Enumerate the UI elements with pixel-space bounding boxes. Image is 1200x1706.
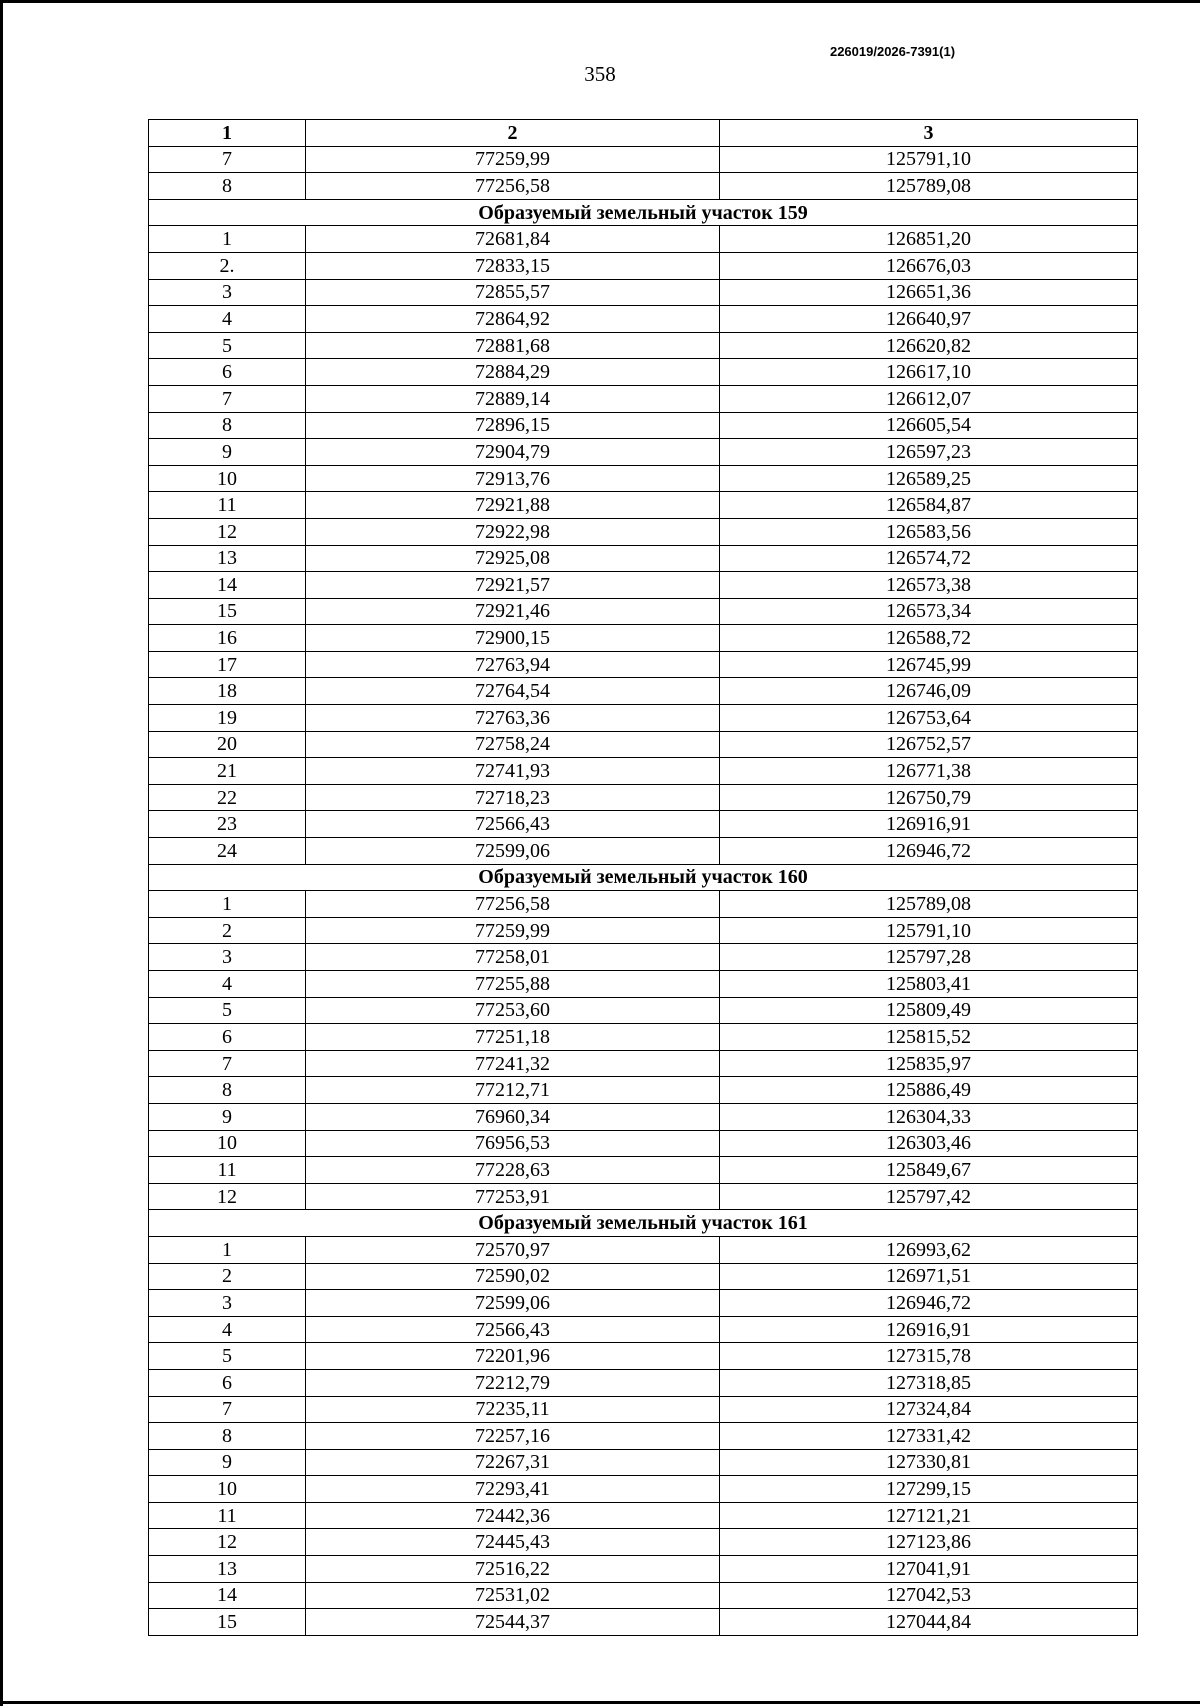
cell-coordinate-x: 77256,58 xyxy=(306,891,720,918)
cell-coordinate-y: 126676,03 xyxy=(720,252,1138,279)
cell-point-number: 3 xyxy=(149,944,306,971)
cell-point-number: 12 xyxy=(149,1183,306,1210)
table-row xyxy=(149,997,1138,1024)
page-border-top xyxy=(0,0,1200,3)
cell-coordinate-x: 72267,31 xyxy=(306,1449,720,1476)
cell-coordinate-x: 72516,22 xyxy=(306,1556,720,1583)
table-row xyxy=(149,811,1138,838)
cell-point-number: 19 xyxy=(149,705,306,732)
cell-point-number: 13 xyxy=(149,1556,306,1583)
cell-coordinate-y: 127121,21 xyxy=(720,1502,1138,1529)
cell-point-number: 5 xyxy=(149,332,306,359)
page-border-left xyxy=(0,0,3,1706)
section-title: Образуемый земельный участок 161 xyxy=(149,1210,1138,1237)
cell-point-number: 6 xyxy=(149,1369,306,1396)
cell-coordinate-x: 72889,14 xyxy=(306,385,720,412)
table-row xyxy=(149,944,1138,971)
cell-coordinate-y: 126971,51 xyxy=(720,1263,1138,1290)
cell-point-number: 7 xyxy=(149,385,306,412)
column-header-point: 1 xyxy=(149,120,306,147)
cell-coordinate-y: 127044,84 xyxy=(720,1609,1138,1636)
cell-point-number: 11 xyxy=(149,492,306,519)
table-row xyxy=(149,784,1138,811)
cell-point-number: 10 xyxy=(149,465,306,492)
cell-coordinate-y: 127123,86 xyxy=(720,1529,1138,1556)
cell-point-number: 4 xyxy=(149,306,306,333)
cell-coordinate-x: 72833,15 xyxy=(306,252,720,279)
cell-coordinate-x: 72681,84 xyxy=(306,226,720,253)
table-row xyxy=(149,1476,1138,1503)
table-row xyxy=(149,838,1138,865)
cell-coordinate-y: 125815,52 xyxy=(720,1024,1138,1051)
cell-coordinate-y: 125797,28 xyxy=(720,944,1138,971)
table-row xyxy=(149,651,1138,678)
cell-point-number: 8 xyxy=(149,173,306,200)
cell-coordinate-x: 77228,63 xyxy=(306,1157,720,1184)
table-row xyxy=(149,678,1138,705)
cell-coordinate-y: 126612,07 xyxy=(720,385,1138,412)
table-row xyxy=(149,1290,1138,1317)
cell-coordinate-y: 125791,10 xyxy=(720,146,1138,173)
table-row xyxy=(149,1077,1138,1104)
cell-point-number: 7 xyxy=(149,146,306,173)
table-row xyxy=(149,1609,1138,1636)
cell-point-number: 8 xyxy=(149,412,306,439)
cell-coordinate-y: 125797,42 xyxy=(720,1183,1138,1210)
cell-coordinate-y: 126573,34 xyxy=(720,598,1138,625)
cell-coordinate-y: 126745,99 xyxy=(720,651,1138,678)
cell-coordinate-x: 72764,54 xyxy=(306,678,720,705)
table-row xyxy=(149,412,1138,439)
cell-coordinate-y: 126640,97 xyxy=(720,306,1138,333)
cell-coordinate-x: 77253,60 xyxy=(306,997,720,1024)
cell-coordinate-y: 126574,72 xyxy=(720,545,1138,572)
cell-point-number: 22 xyxy=(149,784,306,811)
cell-coordinate-y: 126597,23 xyxy=(720,439,1138,466)
coordinates-table xyxy=(148,119,1138,1636)
cell-coordinate-x: 77258,01 xyxy=(306,944,720,971)
cell-coordinate-y: 126752,57 xyxy=(720,731,1138,758)
table-row xyxy=(149,146,1138,173)
cell-coordinate-y: 127324,84 xyxy=(720,1396,1138,1423)
cell-coordinate-x: 72921,88 xyxy=(306,492,720,519)
cell-coordinate-y: 125789,08 xyxy=(720,173,1138,200)
table-row xyxy=(149,1316,1138,1343)
table-row xyxy=(149,439,1138,466)
cell-point-number: 14 xyxy=(149,1582,306,1609)
cell-coordinate-y: 126303,46 xyxy=(720,1130,1138,1157)
cell-point-number: 12 xyxy=(149,518,306,545)
cell-coordinate-x: 72896,15 xyxy=(306,412,720,439)
cell-coordinate-x: 72884,29 xyxy=(306,359,720,386)
cell-coordinate-y: 127315,78 xyxy=(720,1343,1138,1370)
cell-coordinate-y: 126605,54 xyxy=(720,412,1138,439)
cell-point-number: 5 xyxy=(149,1343,306,1370)
cell-coordinate-x: 72257,16 xyxy=(306,1423,720,1450)
table-row xyxy=(149,1529,1138,1556)
cell-coordinate-y: 127330,81 xyxy=(720,1449,1138,1476)
page-border-bottom xyxy=(0,1701,1200,1704)
cell-point-number: 2 xyxy=(149,917,306,944)
cell-point-number: 9 xyxy=(149,1449,306,1476)
cell-coordinate-y: 126589,25 xyxy=(720,465,1138,492)
table-row xyxy=(149,1502,1138,1529)
table-row xyxy=(149,1449,1138,1476)
table-row xyxy=(149,1183,1138,1210)
cell-coordinate-y: 126746,09 xyxy=(720,678,1138,705)
table-row xyxy=(149,306,1138,333)
cell-coordinate-y: 126651,36 xyxy=(720,279,1138,306)
cell-coordinate-x: 77253,91 xyxy=(306,1183,720,1210)
cell-coordinate-y: 126750,79 xyxy=(720,784,1138,811)
cell-coordinate-x: 72201,96 xyxy=(306,1343,720,1370)
table-row xyxy=(149,731,1138,758)
cell-point-number: 3 xyxy=(149,279,306,306)
cell-point-number: 6 xyxy=(149,359,306,386)
cell-coordinate-x: 72881,68 xyxy=(306,332,720,359)
table-row xyxy=(149,1343,1138,1370)
table-row xyxy=(149,1263,1138,1290)
cell-point-number: 17 xyxy=(149,651,306,678)
cell-coordinate-x: 72741,93 xyxy=(306,758,720,785)
table-row xyxy=(149,758,1138,785)
cell-coordinate-y: 126993,62 xyxy=(720,1236,1138,1263)
cell-point-number: 9 xyxy=(149,1103,306,1130)
cell-point-number: 1 xyxy=(149,891,306,918)
cell-coordinate-y: 127042,53 xyxy=(720,1582,1138,1609)
page-number: 358 xyxy=(584,62,616,86)
column-header-y: 3 xyxy=(720,120,1138,147)
cell-point-number: 2. xyxy=(149,252,306,279)
cell-point-number: 21 xyxy=(149,758,306,785)
table-row xyxy=(149,1369,1138,1396)
cell-coordinate-x: 72758,24 xyxy=(306,731,720,758)
cell-point-number: 16 xyxy=(149,625,306,652)
cell-point-number: 24 xyxy=(149,838,306,865)
table-row xyxy=(149,385,1138,412)
cell-point-number: 6 xyxy=(149,1024,306,1051)
cell-coordinate-x: 77241,32 xyxy=(306,1050,720,1077)
cell-coordinate-y: 126851,20 xyxy=(720,226,1138,253)
cell-coordinate-y: 127299,15 xyxy=(720,1476,1138,1503)
cell-coordinate-y: 126916,91 xyxy=(720,811,1138,838)
cell-point-number: 1 xyxy=(149,1236,306,1263)
cell-coordinate-y: 125809,49 xyxy=(720,997,1138,1024)
cell-coordinate-x: 76956,53 xyxy=(306,1130,720,1157)
cell-coordinate-x: 77259,99 xyxy=(306,917,720,944)
cell-coordinate-x: 77259,99 xyxy=(306,146,720,173)
cell-coordinate-y: 127331,42 xyxy=(720,1423,1138,1450)
table-row xyxy=(149,518,1138,545)
cell-coordinate-y: 126620,82 xyxy=(720,332,1138,359)
coordinates-table-body xyxy=(149,120,1138,1636)
table-row xyxy=(149,598,1138,625)
cell-coordinate-x: 72925,08 xyxy=(306,545,720,572)
table-row xyxy=(149,545,1138,572)
cell-point-number: 3 xyxy=(149,1290,306,1317)
cell-point-number: 20 xyxy=(149,731,306,758)
table-row xyxy=(149,572,1138,599)
cell-coordinate-y: 126304,33 xyxy=(720,1103,1138,1130)
cell-point-number: 8 xyxy=(149,1077,306,1104)
table-row xyxy=(149,971,1138,998)
table-row xyxy=(149,625,1138,652)
table-row xyxy=(149,1423,1138,1450)
cell-coordinate-x: 72445,43 xyxy=(306,1529,720,1556)
cell-coordinate-y: 126946,72 xyxy=(720,838,1138,865)
cell-coordinate-x: 72900,15 xyxy=(306,625,720,652)
cell-coordinate-x: 77251,18 xyxy=(306,1024,720,1051)
table-row xyxy=(149,705,1138,732)
cell-coordinate-x: 77255,88 xyxy=(306,971,720,998)
table-row xyxy=(149,252,1138,279)
table-row xyxy=(149,1024,1138,1051)
cell-point-number: 2 xyxy=(149,1263,306,1290)
table-row xyxy=(149,173,1138,200)
cell-coordinate-y: 125835,97 xyxy=(720,1050,1138,1077)
cell-coordinate-x: 72544,37 xyxy=(306,1609,720,1636)
cell-point-number: 12 xyxy=(149,1529,306,1556)
cell-coordinate-x: 72531,02 xyxy=(306,1582,720,1609)
table-row xyxy=(149,465,1138,492)
cell-coordinate-x: 72566,43 xyxy=(306,811,720,838)
cell-coordinate-y: 125791,10 xyxy=(720,917,1138,944)
cell-point-number: 1 xyxy=(149,226,306,253)
cell-coordinate-y: 126946,72 xyxy=(720,1290,1138,1317)
cell-coordinate-y: 126583,56 xyxy=(720,518,1138,545)
cell-point-number: 11 xyxy=(149,1157,306,1184)
section-title: Образуемый земельный участок 160 xyxy=(149,864,1138,891)
section-title-row xyxy=(149,199,1138,226)
table-row xyxy=(149,1103,1138,1130)
cell-point-number: 4 xyxy=(149,971,306,998)
cell-point-number: 7 xyxy=(149,1050,306,1077)
cell-coordinate-x: 72293,41 xyxy=(306,1476,720,1503)
table-row xyxy=(149,1157,1138,1184)
cell-coordinate-x: 72855,57 xyxy=(306,279,720,306)
cell-point-number: 14 xyxy=(149,572,306,599)
cell-coordinate-x: 76960,34 xyxy=(306,1103,720,1130)
cell-coordinate-y: 126584,87 xyxy=(720,492,1138,519)
cell-coordinate-y: 126573,38 xyxy=(720,572,1138,599)
cell-coordinate-x: 72921,46 xyxy=(306,598,720,625)
cell-coordinate-x: 77212,71 xyxy=(306,1077,720,1104)
section-title: Образуемый земельный участок 159 xyxy=(149,199,1138,226)
table-row xyxy=(149,359,1138,386)
cell-coordinate-y: 126916,91 xyxy=(720,1316,1138,1343)
cell-coordinate-x: 72913,76 xyxy=(306,465,720,492)
section-title-row xyxy=(149,864,1138,891)
cell-coordinate-x: 72599,06 xyxy=(306,838,720,865)
cell-coordinate-x: 72864,92 xyxy=(306,306,720,333)
table-row xyxy=(149,1582,1138,1609)
cell-point-number: 15 xyxy=(149,598,306,625)
cell-coordinate-y: 125849,67 xyxy=(720,1157,1138,1184)
cell-coordinate-x: 72566,43 xyxy=(306,1316,720,1343)
cell-coordinate-x: 72763,36 xyxy=(306,705,720,732)
section-title-row xyxy=(149,1210,1138,1237)
cell-coordinate-y: 127041,91 xyxy=(720,1556,1138,1583)
cell-coordinate-x: 72235,11 xyxy=(306,1396,720,1423)
cell-coordinate-y: 125789,08 xyxy=(720,891,1138,918)
cell-coordinate-x: 72590,02 xyxy=(306,1263,720,1290)
cell-coordinate-y: 127318,85 xyxy=(720,1369,1138,1396)
table-row xyxy=(149,1130,1138,1157)
cell-point-number: 18 xyxy=(149,678,306,705)
cell-point-number: 5 xyxy=(149,997,306,1024)
table-row xyxy=(149,1556,1138,1583)
cell-point-number: 8 xyxy=(149,1423,306,1450)
table-row xyxy=(149,917,1138,944)
cell-point-number: 9 xyxy=(149,439,306,466)
cell-coordinate-x: 72921,57 xyxy=(306,572,720,599)
cell-coordinate-x: 72922,98 xyxy=(306,518,720,545)
table-row xyxy=(149,1396,1138,1423)
table-header-row xyxy=(149,120,1138,147)
table-row xyxy=(149,1050,1138,1077)
cell-coordinate-x: 72599,06 xyxy=(306,1290,720,1317)
table-row xyxy=(149,279,1138,306)
table-row xyxy=(149,226,1138,253)
cell-point-number: 15 xyxy=(149,1609,306,1636)
cell-coordinate-y: 126771,38 xyxy=(720,758,1138,785)
cell-coordinate-x: 72442,36 xyxy=(306,1502,720,1529)
cell-coordinate-y: 126753,64 xyxy=(720,705,1138,732)
cell-coordinate-y: 125803,41 xyxy=(720,971,1138,998)
document-id: 226019/2026-7391(1) xyxy=(829,44,956,59)
cell-point-number: 4 xyxy=(149,1316,306,1343)
cell-coordinate-x: 77256,58 xyxy=(306,173,720,200)
cell-point-number: 23 xyxy=(149,811,306,838)
cell-coordinate-y: 125886,49 xyxy=(720,1077,1138,1104)
cell-coordinate-x: 72718,23 xyxy=(306,784,720,811)
cell-coordinate-x: 72904,79 xyxy=(306,439,720,466)
table-row xyxy=(149,332,1138,359)
cell-point-number: 11 xyxy=(149,1502,306,1529)
table-row xyxy=(149,891,1138,918)
cell-point-number: 7 xyxy=(149,1396,306,1423)
cell-coordinate-x: 72570,97 xyxy=(306,1236,720,1263)
cell-coordinate-x: 72763,94 xyxy=(306,651,720,678)
cell-point-number: 10 xyxy=(149,1476,306,1503)
cell-point-number: 10 xyxy=(149,1130,306,1157)
cell-coordinate-y: 126617,10 xyxy=(720,359,1138,386)
table-row xyxy=(149,1236,1138,1263)
cell-coordinate-x: 72212,79 xyxy=(306,1369,720,1396)
column-header-x: 2 xyxy=(306,120,720,147)
cell-point-number: 13 xyxy=(149,545,306,572)
cell-coordinate-y: 126588,72 xyxy=(720,625,1138,652)
table-row xyxy=(149,492,1138,519)
